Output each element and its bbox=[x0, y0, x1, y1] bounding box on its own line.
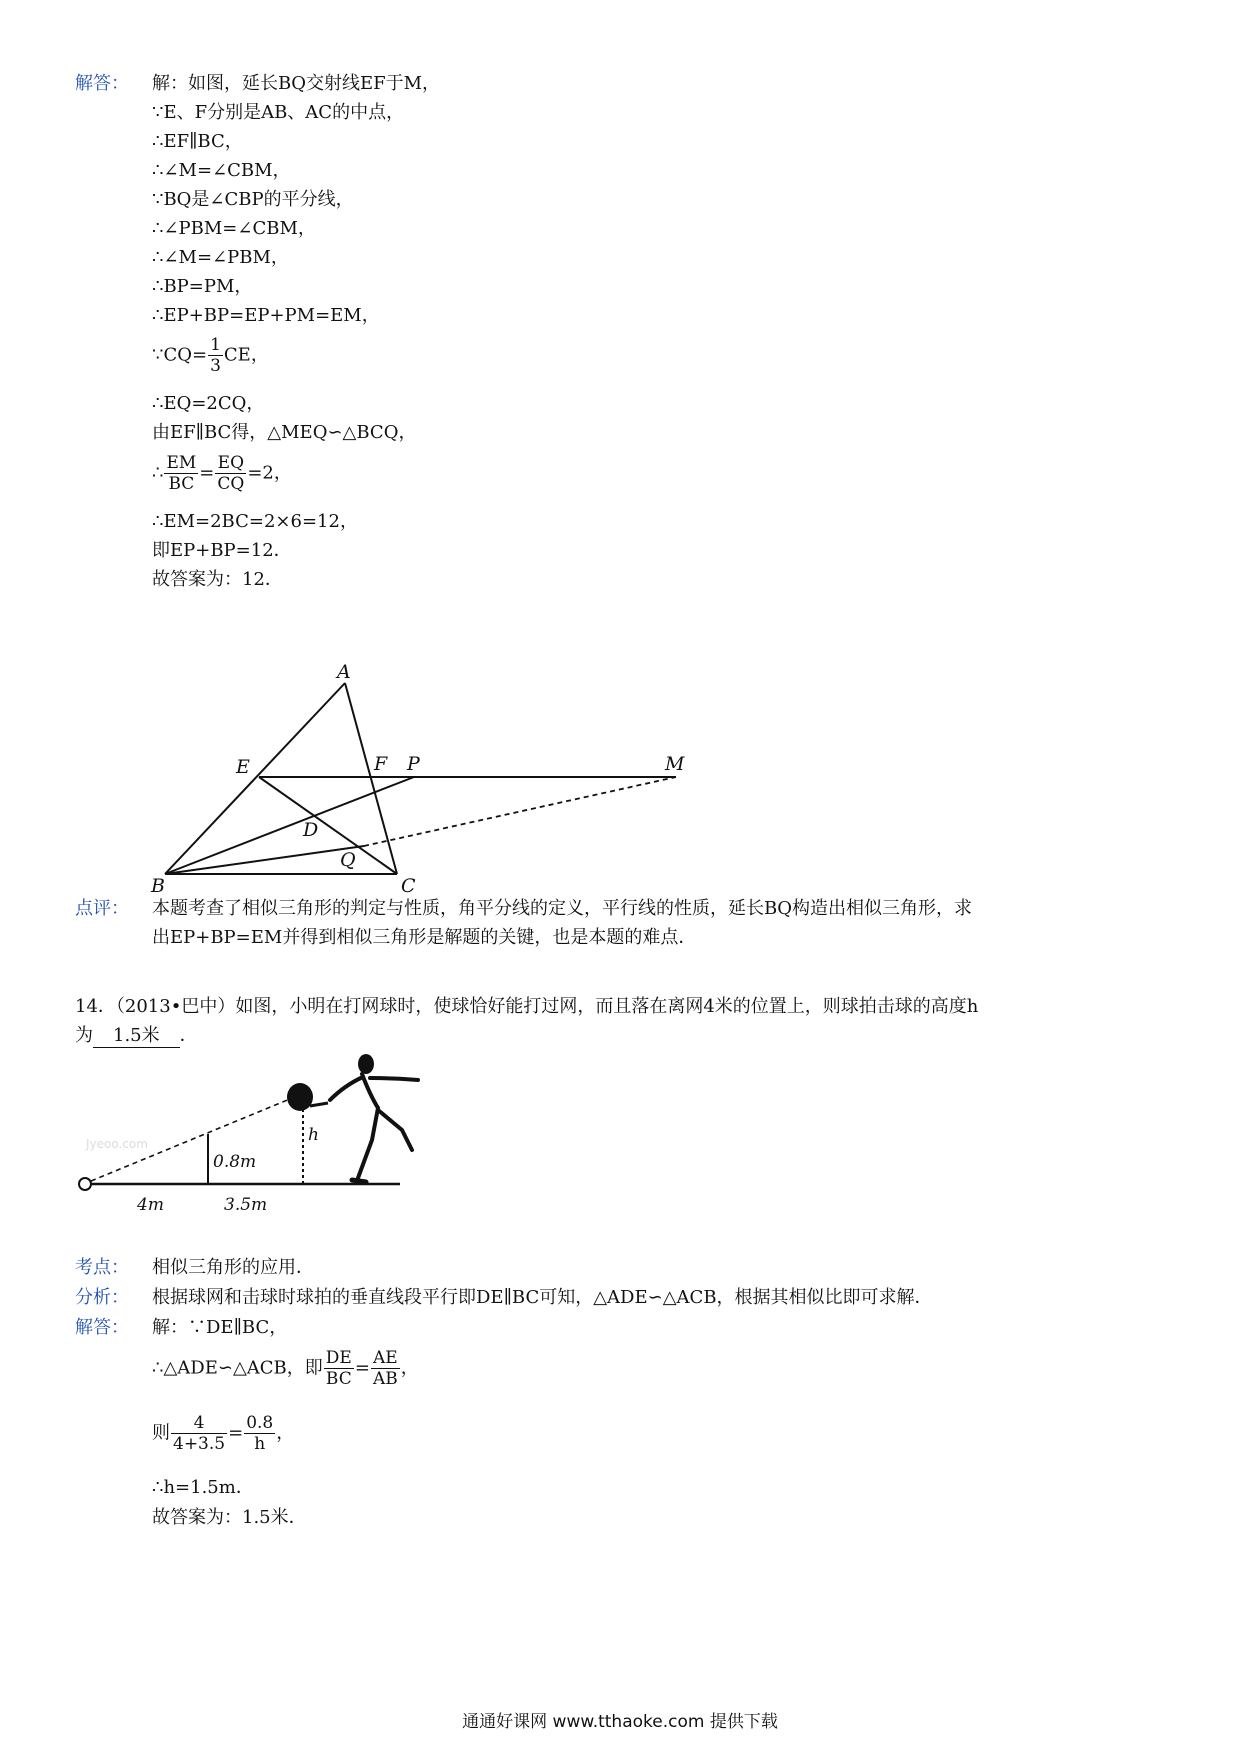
solution-line: ∴∠M=∠PBM， bbox=[152, 247, 289, 268]
solution-line: ∴EM=2BC=2×6=12， bbox=[152, 511, 358, 532]
label-F: F bbox=[374, 753, 388, 775]
solution-line: 即EP+BP=12． bbox=[152, 540, 292, 561]
question-line-2: 为 1.5米 ． bbox=[75, 1025, 198, 1046]
net-height-label: 0.8m bbox=[213, 1152, 257, 1172]
analysis-text: 根据球网和击球时球拍的垂直线段平行即DE∥BC可知，△ADE∽△ACB，根据其相似比即可求解． bbox=[152, 1287, 933, 1308]
solution-line: ∴∠M=∠CBM， bbox=[152, 160, 291, 181]
distance-3_5m-label: 3.5m bbox=[224, 1195, 268, 1210]
solution-line: 解：如图，延长BQ交射线EF于M， bbox=[152, 73, 441, 94]
label-D: D bbox=[303, 819, 319, 841]
distance-4m-label: 4m bbox=[137, 1195, 164, 1210]
solution-line: 故答案为：1.5米． bbox=[152, 1507, 307, 1528]
label-A: A bbox=[337, 661, 351, 683]
point-tag: 考点： bbox=[75, 1257, 129, 1278]
label-B: B bbox=[151, 875, 165, 895]
answer-blank: 1.5米 bbox=[93, 1025, 180, 1048]
solution-line: ∴EP+BP=EP+PM=EM， bbox=[152, 305, 380, 326]
solution-line: ∴∠PBM=∠CBM， bbox=[152, 218, 316, 239]
solution-line: ∵E、F分别是AB、AC的中点， bbox=[152, 102, 405, 123]
similarity-equation: ∴△ADE∽△ACB，即 $\frac{DE}{BC}$ = $\frac{AE}{AB}$ ， bbox=[152, 1348, 419, 1389]
answer-tag-2: 解答： bbox=[75, 1317, 129, 1338]
question-line: 14．（2013•巴中）如图，小明在打网球时，使球恰好能打过网，而且落在离网4米的位置上，则球拍击球的高度h bbox=[75, 996, 979, 1017]
solution-line: ∴BP=PM， bbox=[152, 276, 253, 297]
fraction-one-third: $\frac{1}{3}$ bbox=[210, 335, 221, 376]
tennis-figure bbox=[70, 1050, 430, 1210]
answer-tag: 解答： bbox=[75, 73, 129, 94]
analysis-tag: 分析： bbox=[75, 1287, 129, 1308]
label-C: C bbox=[401, 875, 416, 895]
comment-tag: 点评： bbox=[75, 898, 129, 919]
label-E: E bbox=[236, 756, 250, 778]
footer-text: 通通好课网 www.tthaoke.com 提供下载 bbox=[462, 1712, 778, 1732]
player-icon bbox=[330, 1054, 418, 1182]
solution-line: 故答案为：12． bbox=[152, 569, 283, 590]
solution-line: 由EF∥BC得，△MEQ∽△BCQ， bbox=[152, 422, 417, 443]
label-P: P bbox=[407, 753, 420, 775]
comment-line: 出EP+BP=EM并得到相似三角形是解题的关键，也是本题的难点． bbox=[152, 927, 697, 948]
ratio-equation: ∴ $\frac{EM}{BC}$ = $\frac{EQ}{CQ}$ =2， bbox=[152, 453, 292, 494]
watermark: Jyeoo.com bbox=[86, 1137, 148, 1151]
proportion-equation: 则 $\frac{4}{4+3.5}$ = $\frac{0.8}{h}$ ， bbox=[152, 1413, 295, 1454]
label-M: M bbox=[665, 753, 685, 775]
label-Q: Q bbox=[340, 849, 356, 871]
solution-line: ∴EF∥BC， bbox=[152, 131, 243, 152]
solution-line: ∴EQ=2CQ， bbox=[152, 393, 265, 414]
cq-equation: ∵CQ= $\frac{1}{3}$ CE， bbox=[152, 335, 269, 376]
comment-line: 本题考查了相似三角形的判定与性质，角平分线的定义，平行线的性质，延长BQ构造出相似三角形，求 bbox=[152, 898, 972, 919]
solution-line: ∵BQ是∠CBP的平分线， bbox=[152, 189, 354, 210]
triangle-figure bbox=[140, 655, 700, 895]
h-label: h bbox=[308, 1125, 319, 1145]
racket-icon bbox=[287, 1083, 313, 1111]
solution-line: ∴h=1.5m． bbox=[152, 1477, 254, 1498]
point-text: 相似三角形的应用． bbox=[152, 1257, 314, 1278]
solution-line: 解：∵DE∥BC， bbox=[152, 1317, 288, 1338]
